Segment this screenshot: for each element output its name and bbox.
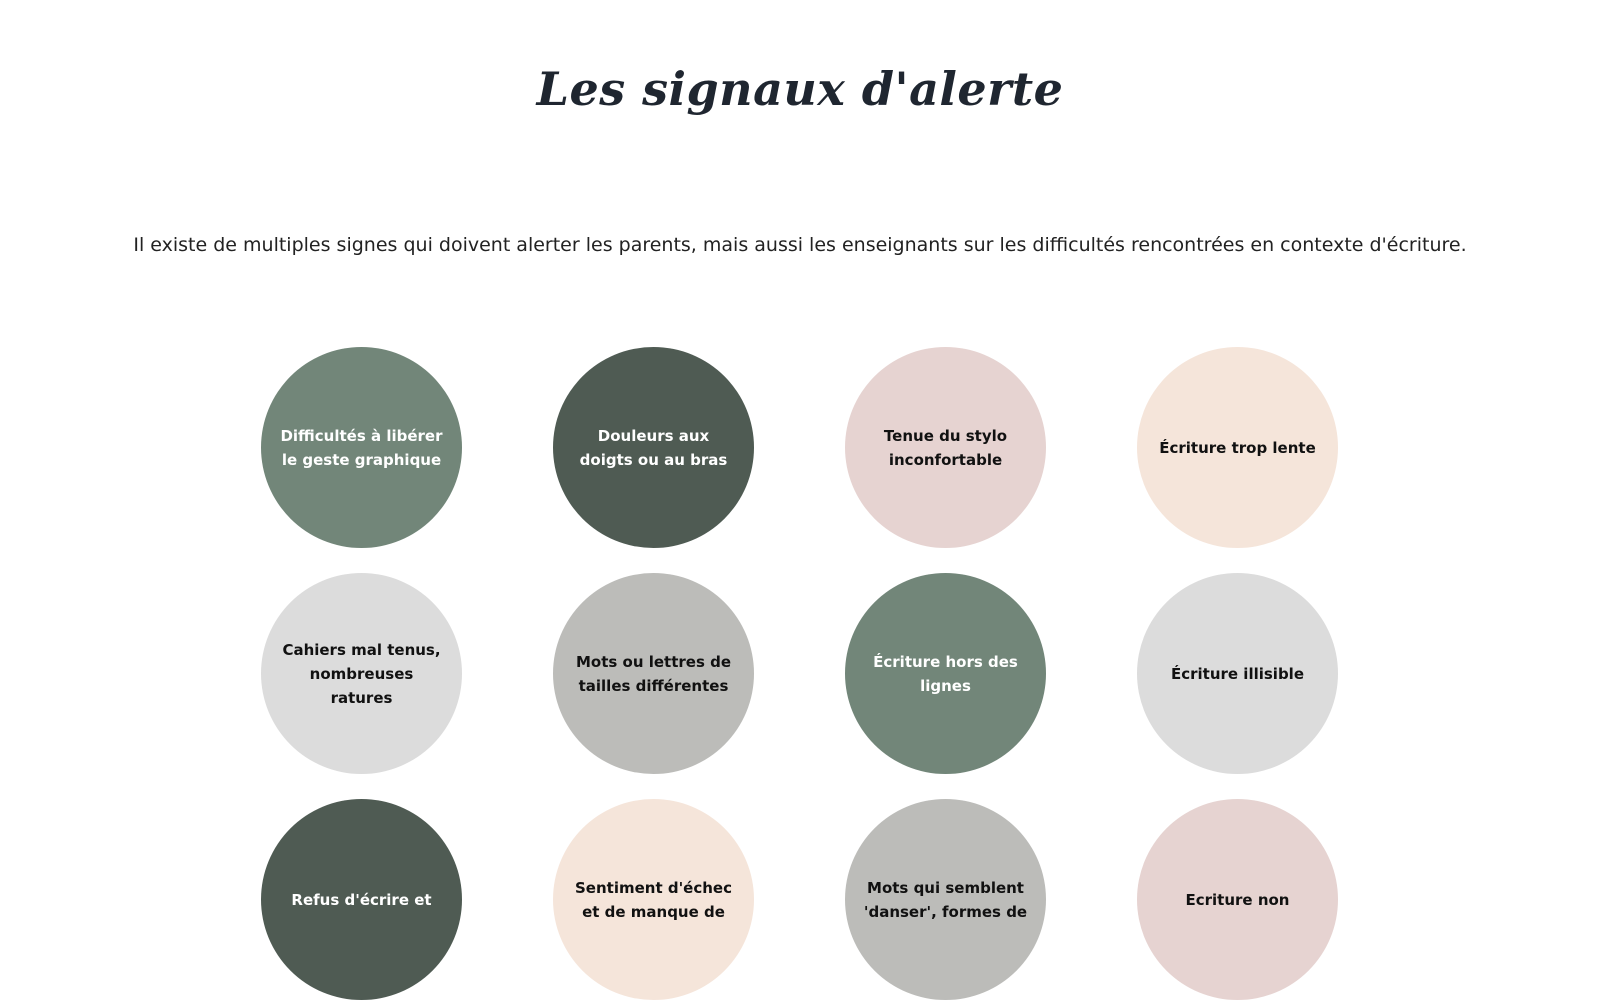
signal-circle xyxy=(553,347,754,548)
signal-circle xyxy=(261,347,462,548)
signal-label: Sentiment d'échec et de manque de xyxy=(575,878,732,921)
signal-label: Mots ou lettres de tailles différentes xyxy=(575,652,732,695)
signal-label: Écriture hors des lignes xyxy=(873,652,1018,695)
signal-label: Écriture trop lente xyxy=(1159,438,1316,457)
signal-circle xyxy=(261,573,462,774)
signal-circle xyxy=(1137,799,1338,1000)
signal-circle xyxy=(845,799,1046,1000)
signal-circle xyxy=(845,573,1046,774)
signal-label: Douleurs aux doigts ou au bras xyxy=(579,426,728,469)
signal-label: Tenue du stylo inconfortable xyxy=(883,426,1008,469)
signals-grid xyxy=(261,347,1341,1000)
signal-circle xyxy=(1137,347,1338,548)
signal-label: Refus d'écrire et xyxy=(291,890,432,909)
intro-text: Il existe de multiples signes qui doivent alerter les parents, mais aussi les enseignants sur les difficultés rencontrées en contexte d'écriture. xyxy=(133,234,1467,256)
page-title: Les signaux d'alerte xyxy=(536,62,1064,116)
signal-label: Ecriture non xyxy=(1185,890,1290,909)
signal-label: Difficultés à libérer le geste graphique xyxy=(280,426,443,469)
signal-label: Cahiers mal tenus, nombreuses ratures xyxy=(282,640,441,707)
signal-circle xyxy=(261,799,462,1000)
signal-circle xyxy=(845,347,1046,548)
signal-label: Écriture illisible xyxy=(1170,664,1304,683)
signal-circle xyxy=(553,799,754,1000)
signal-circle xyxy=(1137,573,1338,774)
signal-label: Mots qui semblent 'danser', formes de xyxy=(863,878,1028,921)
signal-circle xyxy=(553,573,754,774)
